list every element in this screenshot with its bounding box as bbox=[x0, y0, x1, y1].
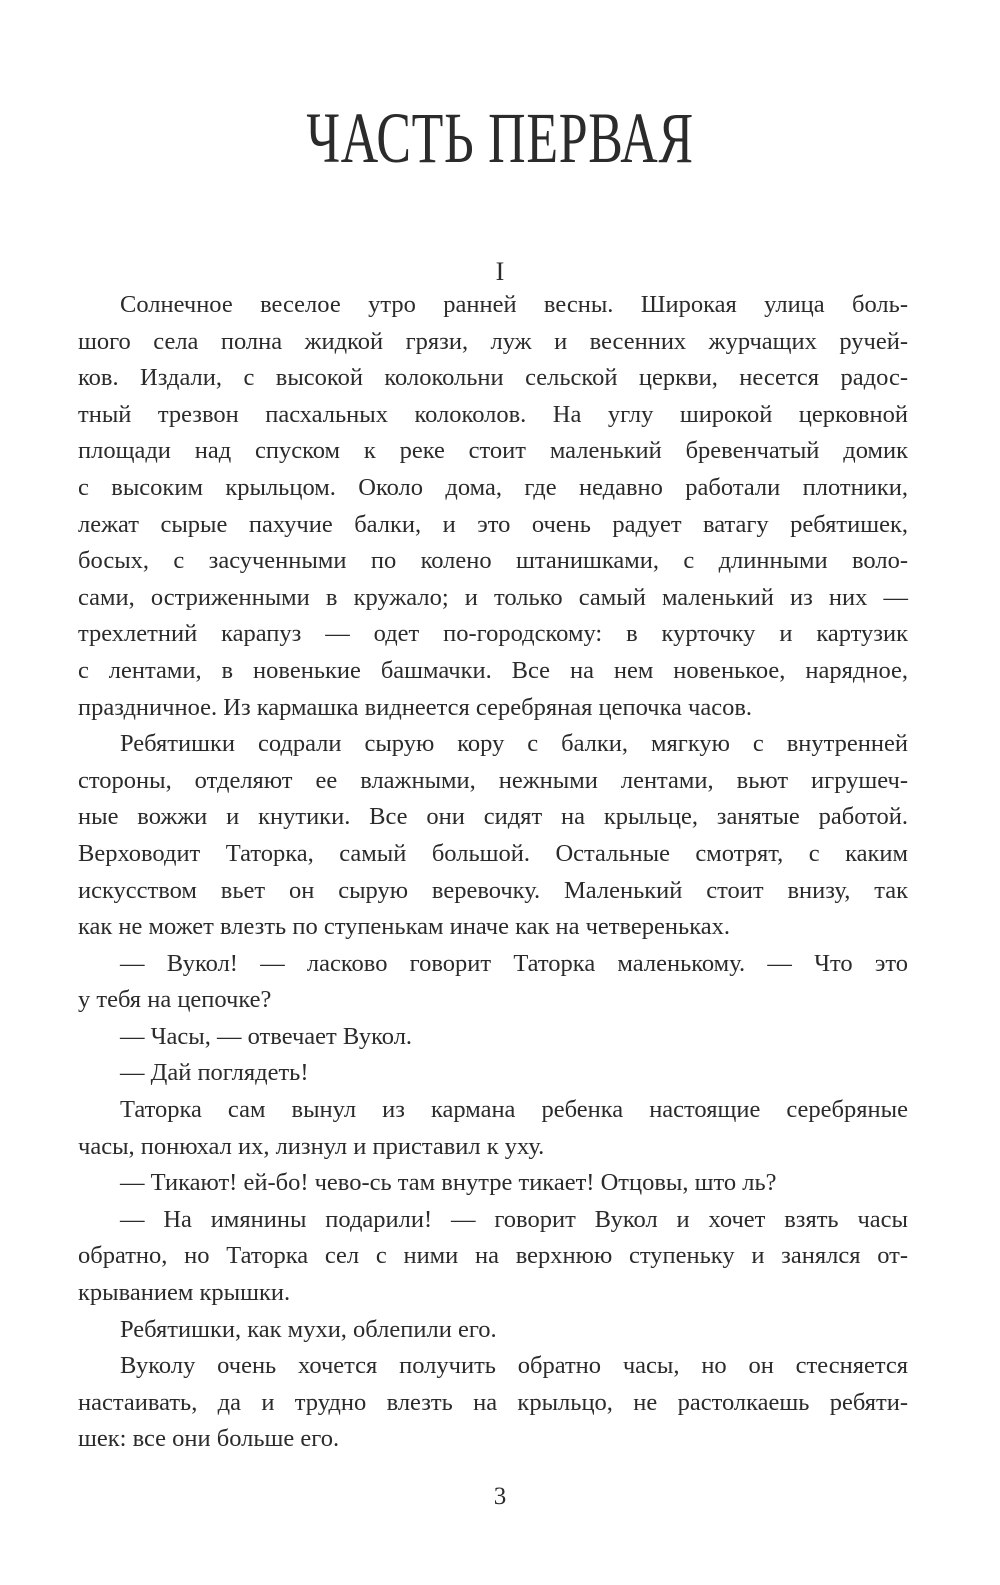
body-text bbox=[78, 287, 908, 1458]
text-line: лежат сырые пахучие балки, и это очень радует ватагу ребятишек, bbox=[78, 510, 908, 538]
text-line: трехлетний карапуз — одет по-городскому: в курточку и картузик bbox=[78, 620, 908, 648]
part-title bbox=[0, 98, 1000, 178]
paragraph bbox=[78, 946, 908, 1019]
text-line: тный трезвон пасхальных колоколов. На углу широкой церковной bbox=[78, 400, 908, 428]
text-line: — На имянины подарили! — говорит Вукол и хочет взять часы bbox=[120, 1205, 908, 1233]
text-line: — Дай поглядеть! bbox=[120, 1059, 309, 1087]
text-line: площади над спуском к реке стоит маленький бревенчатый домик bbox=[78, 437, 908, 465]
text-line: искусством вьет он сырую веревочку. Маленький стоит внизу, так bbox=[78, 876, 908, 904]
text-line: у тебя на цепочке? bbox=[78, 986, 272, 1014]
text-line: Верховодит Таторка, самый большой. Остальные смотрят, с каким bbox=[78, 839, 908, 867]
text-line: шек: все они больше его. bbox=[78, 1425, 340, 1453]
text-line: Таторка сам вынул из кармана ребенка настоящие серебряные bbox=[120, 1096, 908, 1124]
paragraph bbox=[78, 1055, 908, 1092]
text-line: крыванием крышки. bbox=[78, 1279, 291, 1307]
text-line: — Вукол! — ласково говорит Таторка маленькому. — Что это bbox=[120, 949, 908, 977]
text-line: Ребятишки, как мухи, облепили его. bbox=[120, 1315, 497, 1343]
text-line: сами, остриженными в кружало; и только самый маленький из них — bbox=[78, 583, 908, 611]
paragraph bbox=[78, 1019, 908, 1056]
text-line: — Тикают! ей-бо! чево-сь там внутре тикает! Отцовы, што ль? bbox=[120, 1169, 777, 1197]
text-line: часы, понюхал их, лизнул и приставил к уху. bbox=[78, 1132, 545, 1160]
paragraph bbox=[78, 1312, 908, 1349]
text-line: обратно, но Таторка сел с ними на верхнюю ступеньку и занялся от- bbox=[78, 1242, 908, 1270]
paragraph bbox=[78, 1348, 908, 1458]
text-line: Солнечное веселое утро ранней весны. Широкая улица боль- bbox=[120, 291, 908, 318]
text-line: — Часы, — отвечает Вукол. bbox=[120, 1022, 413, 1050]
text-line: ные вожжи и кнутики. Все они сидят на крыльце, занятые работой. bbox=[78, 803, 908, 831]
text-line: шого села полна жидкой грязи, луж и весенних журчащих ручей- bbox=[78, 327, 908, 355]
part-title-text: ЧАСТЬ ПЕРВАЯ bbox=[306, 98, 694, 178]
chapter-number: I bbox=[495, 257, 505, 286]
paragraph bbox=[78, 1202, 908, 1312]
paragraph bbox=[78, 1092, 908, 1165]
text-line: как не может влезть по ступенькам иначе как на четвереньках. bbox=[78, 913, 731, 941]
text-line: стороны, отделяют ее влажными, нежными лентами, вьют игрушеч- bbox=[78, 766, 908, 794]
text-line: Ребятишки содрали сырую кору с балки, мягкую с внутренней bbox=[120, 730, 908, 758]
text-line: босых, с засученными по колено штанишками, с длинными воло- bbox=[78, 547, 908, 575]
text-line: с лентами, в новенькие башмачки. Все на нем новенькое, нарядное, bbox=[78, 656, 908, 684]
text-line: праздничное. Из кармашка виднеется серебряная цепочка часов. bbox=[78, 693, 753, 721]
text-line: Вуколу очень хочется получить обратно часы, но он стесняется bbox=[120, 1352, 908, 1380]
text-line: с высоким крыльцом. Около дома, где недавно работали плотники, bbox=[78, 473, 908, 501]
text-line: ков. Издали, с высокой колокольни сельской церкви, несется радос- bbox=[78, 364, 908, 392]
paragraph bbox=[78, 287, 908, 726]
text-line: настаивать, да и трудно влезть на крыльцо, не растолкаешь ребяти- bbox=[78, 1388, 908, 1416]
paragraph bbox=[78, 726, 908, 946]
page-number: 3 bbox=[493, 1483, 507, 1510]
paragraph bbox=[78, 1165, 908, 1202]
